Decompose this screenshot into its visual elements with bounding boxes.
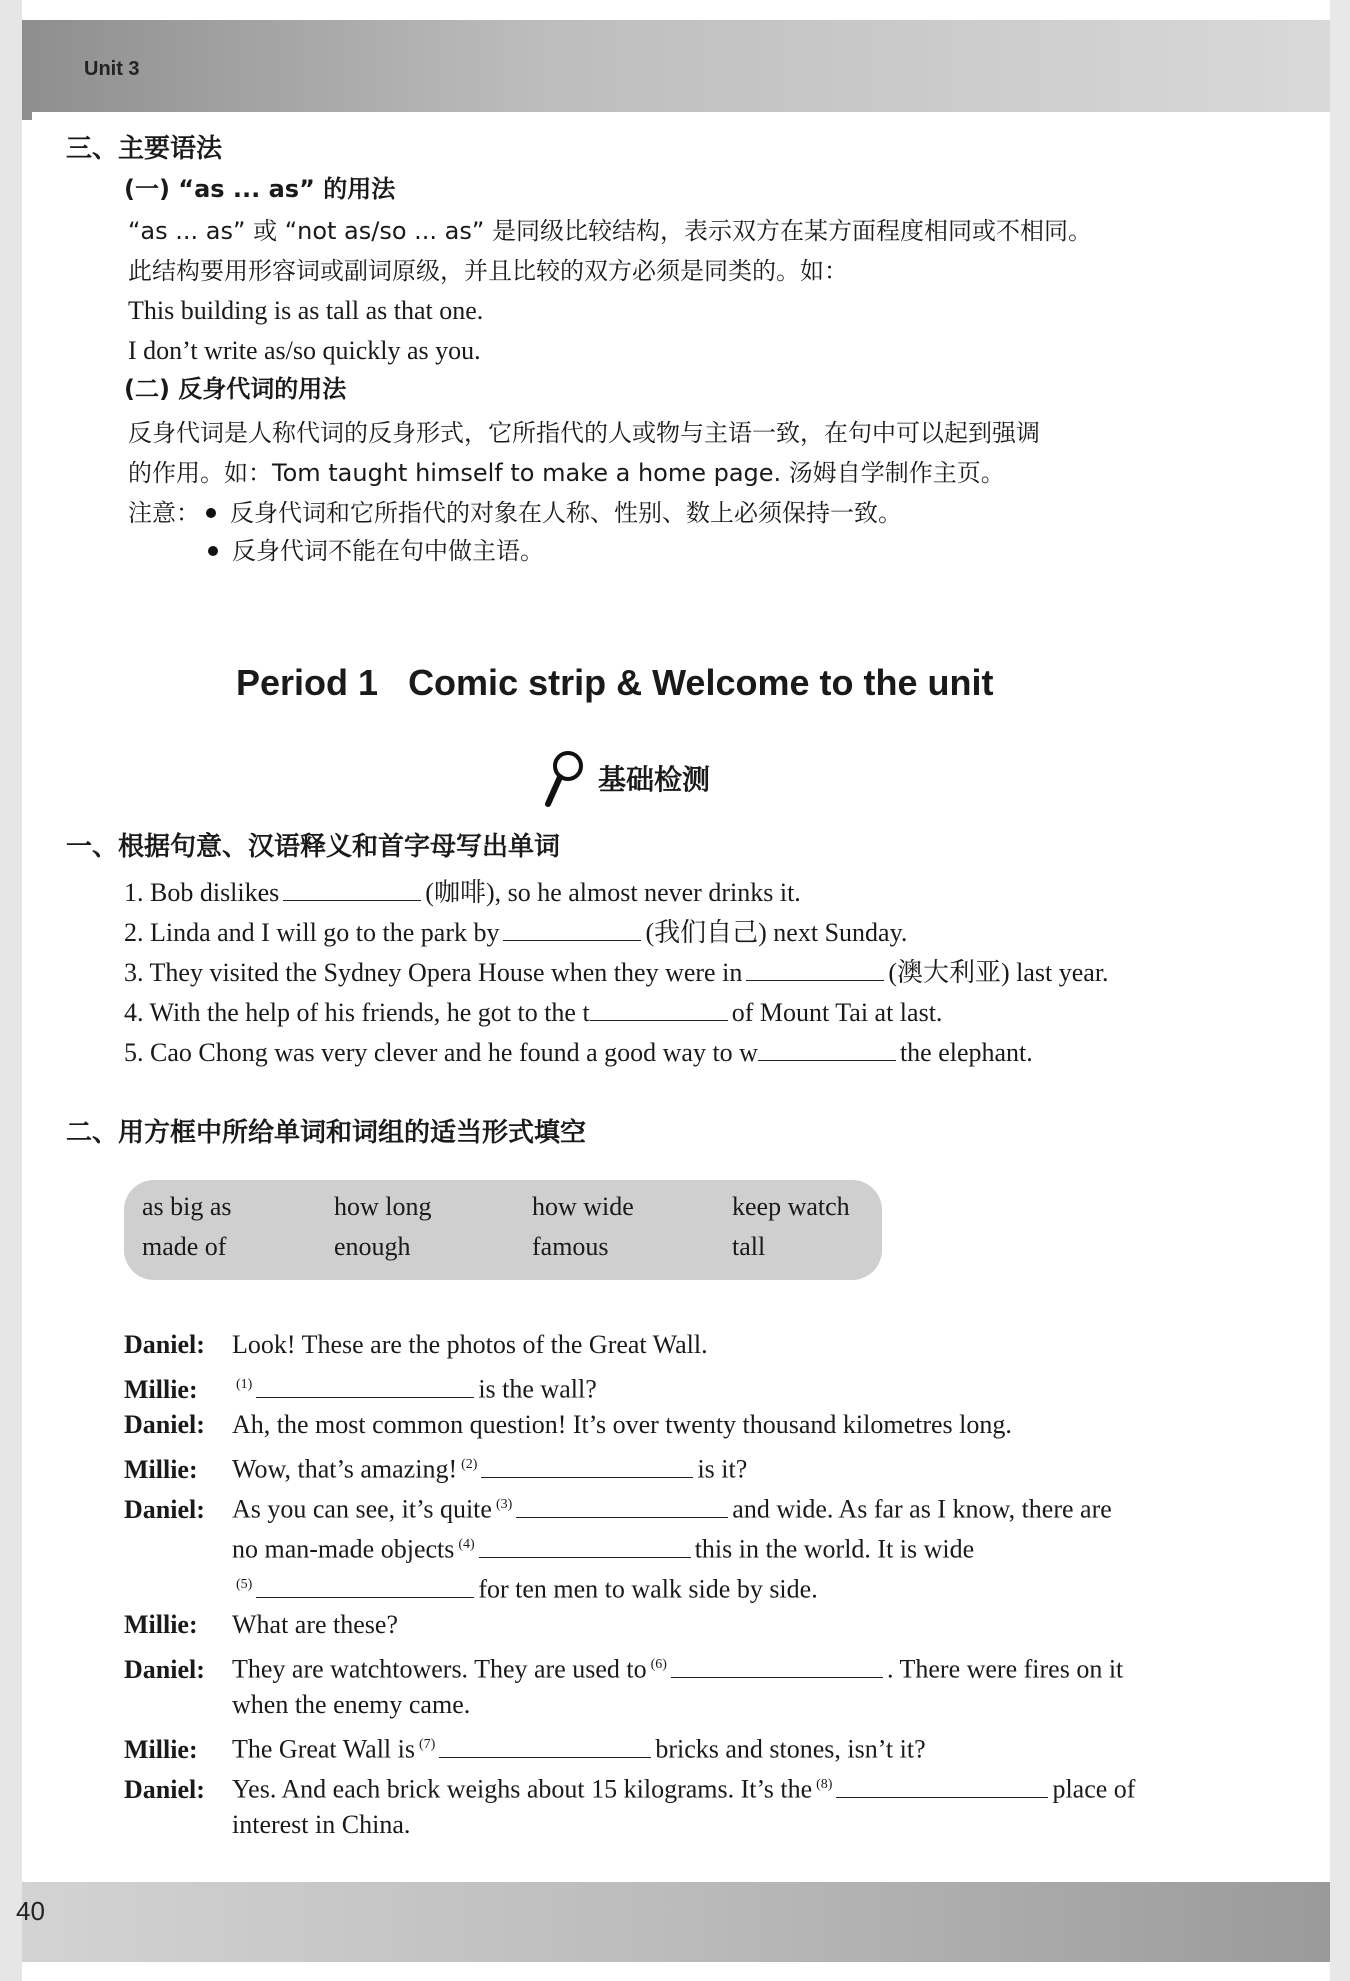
- dialogue-text: and wide. As far as I know, there are: [732, 1494, 1112, 1524]
- dialogue-text: interest in China.: [232, 1810, 411, 1839]
- answer-blank[interactable]: [746, 956, 884, 981]
- speaker: Daniel:: [124, 1774, 205, 1804]
- dialogue-text: . There were fires on it: [886, 1654, 1124, 1684]
- dialogue-line-13: [232, 1808, 410, 1842]
- dialogue-text: The Great Wall is: [232, 1734, 415, 1764]
- answer-blank[interactable]: [256, 1373, 474, 1398]
- word-option: famous: [532, 1232, 609, 1261]
- answer-blank[interactable]: [479, 1533, 691, 1558]
- item-2-hint: (我们自己) next Sunday.: [645, 918, 908, 947]
- dialogue-text: is the wall?: [478, 1374, 597, 1404]
- word-option: how wide: [532, 1192, 634, 1221]
- grammar-sub2: (二) 反身代词的用法: [124, 375, 347, 403]
- dialogue-text: Ah, the most common question! It’s over twenty thousand kilometres long.: [232, 1410, 1012, 1439]
- blank-number: (5): [236, 1577, 253, 1592]
- dialogue-text: bricks and stones, isn’t it?: [655, 1734, 926, 1764]
- dialogue-line-1: [124, 1328, 708, 1362]
- blank-number: (6): [650, 1657, 667, 1672]
- grammar-title: 三、主要语法: [66, 134, 223, 164]
- dialogue-line-10: [232, 1688, 470, 1722]
- answer-blank[interactable]: [283, 876, 421, 901]
- dialogue-text: no man-made objects: [232, 1534, 455, 1564]
- exercise-item-1: [124, 876, 801, 910]
- dialogue-text: They are watchtowers. They are used to: [232, 1654, 647, 1684]
- unit-label: Unit 3: [84, 58, 140, 80]
- item-3-text: 3. They visited the Sydney Opera House when they were in: [124, 958, 743, 987]
- dialogue-line-3: [124, 1408, 1012, 1442]
- period-heading: [236, 662, 993, 704]
- speaker: Daniel:: [124, 1330, 205, 1359]
- speaker: Millie:: [124, 1454, 198, 1484]
- blank-number: (3): [495, 1497, 513, 1512]
- blank-number: (4): [458, 1537, 475, 1552]
- header-band: [22, 20, 1330, 120]
- word-option: enough: [334, 1232, 411, 1261]
- page-number: 40: [16, 1896, 45, 1926]
- speaker: Daniel:: [124, 1410, 205, 1439]
- dialogue-line-6: [232, 1528, 974, 1567]
- item-5-text: 5. Cao Chong was very clever and he found a good way to w: [124, 1038, 758, 1067]
- answer-blank[interactable]: [256, 1573, 474, 1598]
- dialogue-line-11: [124, 1728, 926, 1767]
- period-title: Comic strip & Welcome to the unit: [408, 662, 994, 703]
- item-2-text: 2. Linda and I will go to the park by: [124, 918, 500, 947]
- item-1-hint: (咖啡), so he almost never drinks it.: [425, 878, 801, 907]
- dialogue-line-2: [124, 1368, 597, 1407]
- dialogue-line-12: [124, 1768, 1135, 1807]
- grammar-p2a: 反身代词是人称代词的反身形式，它所指代的人或物与主语一致，在句中可以起到强调: [128, 419, 1040, 447]
- blank-number: (8): [816, 1777, 833, 1792]
- speaker: Daniel:: [124, 1494, 205, 1524]
- blank-number: (1): [236, 1377, 253, 1392]
- period-number: Period 1: [236, 662, 379, 703]
- word-option: tall: [732, 1232, 766, 1261]
- grammar-p1b: 此结构要用形容词或副词原级，并且比较的双方必须是同类的。如：: [128, 257, 848, 285]
- dialogue-line-7: [232, 1568, 818, 1607]
- speaker: Millie:: [124, 1610, 198, 1639]
- section2-title: 二、用方框中所给单词和词组的适当形式填空: [66, 1118, 587, 1148]
- word-option: how long: [334, 1192, 432, 1221]
- item-4-text: 4. With the help of his friends, he got to the t: [124, 998, 590, 1027]
- dialogue-text: As you can see, it’s quite: [232, 1494, 492, 1524]
- exercise-item-2: [124, 916, 907, 950]
- answer-blank[interactable]: [481, 1453, 693, 1478]
- dialogue-text: Yes. And each brick weighs about 15 kilograms. It’s the: [232, 1774, 813, 1804]
- speaker: Millie:: [124, 1734, 198, 1764]
- dialogue-text: for ten men to walk side by side.: [478, 1574, 818, 1604]
- check-heading: [540, 748, 710, 808]
- blank-number: (7): [418, 1737, 436, 1752]
- answer-blank[interactable]: [671, 1653, 883, 1678]
- speaker: Daniel:: [124, 1654, 205, 1684]
- grammar-example-2: I don’t write as/so quickly as you.: [128, 336, 481, 365]
- word-option: as big as: [142, 1192, 232, 1221]
- answer-blank[interactable]: [836, 1773, 1048, 1798]
- page-edge-right: [1330, 0, 1350, 1981]
- grammar-p1a: “as ... as” 或 “not as/so ... as” 是同级比较结构，表示双方在某方面程度相同或不相同。: [128, 217, 1092, 245]
- dialogue-line-4: [124, 1448, 747, 1487]
- grammar-sub1: (一) “as ... as” 的用法: [124, 175, 396, 203]
- answer-blank[interactable]: [590, 996, 728, 1021]
- dialogue-text: What are these?: [232, 1610, 399, 1639]
- check-label: 基础检测: [598, 763, 711, 796]
- exercise-item-3: [124, 956, 1109, 990]
- bullet-icon: [206, 508, 216, 518]
- item-3-hint: (澳大利亚) last year.: [888, 958, 1109, 987]
- dialogue-line-5: [124, 1488, 1112, 1527]
- answer-blank[interactable]: [439, 1733, 651, 1758]
- grammar-example-1: This building is as tall as that one.: [128, 296, 484, 325]
- dialogue-text: place of: [1052, 1774, 1136, 1804]
- bullet-icon: [208, 546, 218, 556]
- speaker: Millie:: [124, 1374, 198, 1404]
- grammar-p2b: 的作用。如：Tom taught himself to make a home page. 汤姆自学制作主页。: [128, 459, 1005, 487]
- word-box: [124, 1180, 882, 1280]
- dialogue-text: when the enemy came.: [232, 1690, 471, 1719]
- magnifier-icon: [540, 748, 588, 808]
- grammar-note-1: [128, 496, 902, 530]
- dialogue-line-9: [124, 1648, 1123, 1687]
- answer-blank[interactable]: [758, 1036, 896, 1061]
- section1-title: 一、根据句意、汉语释义和首字母写出单词: [66, 832, 561, 862]
- exercise-item-5: [124, 1036, 1033, 1070]
- note-1-text: 反身代词和它所指代的对象在人称、性别、数上必须保持一致。: [230, 499, 902, 527]
- dialogue-line-8: [124, 1608, 398, 1642]
- word-option: made of: [142, 1232, 227, 1261]
- item-4-hint: of Mount Tai at last.: [731, 998, 943, 1027]
- exercise-item-4: [124, 996, 942, 1030]
- item-5-hint: the elephant.: [899, 1038, 1033, 1067]
- dialogue-text: this in the world. It is wide: [694, 1534, 975, 1564]
- word-option: keep watch: [732, 1192, 850, 1221]
- item-1-text: 1. Bob dislikes: [124, 878, 280, 907]
- dialogue-text: Wow, that’s amazing!: [232, 1454, 458, 1484]
- page-edge-left: [0, 0, 22, 1981]
- note-2-text: 反身代词不能在句中做主语。: [232, 537, 544, 565]
- grammar-note-2: [202, 534, 544, 568]
- dialogue-text: is it?: [697, 1454, 748, 1484]
- note-label: 注意：: [128, 499, 200, 527]
- answer-blank[interactable]: [503, 916, 641, 941]
- answer-blank[interactable]: [516, 1493, 728, 1518]
- blank-number: (2): [461, 1457, 478, 1472]
- footer-band: [22, 1882, 1330, 1962]
- dialogue-text: Look! These are the photos of the Great Wall.: [232, 1330, 708, 1359]
